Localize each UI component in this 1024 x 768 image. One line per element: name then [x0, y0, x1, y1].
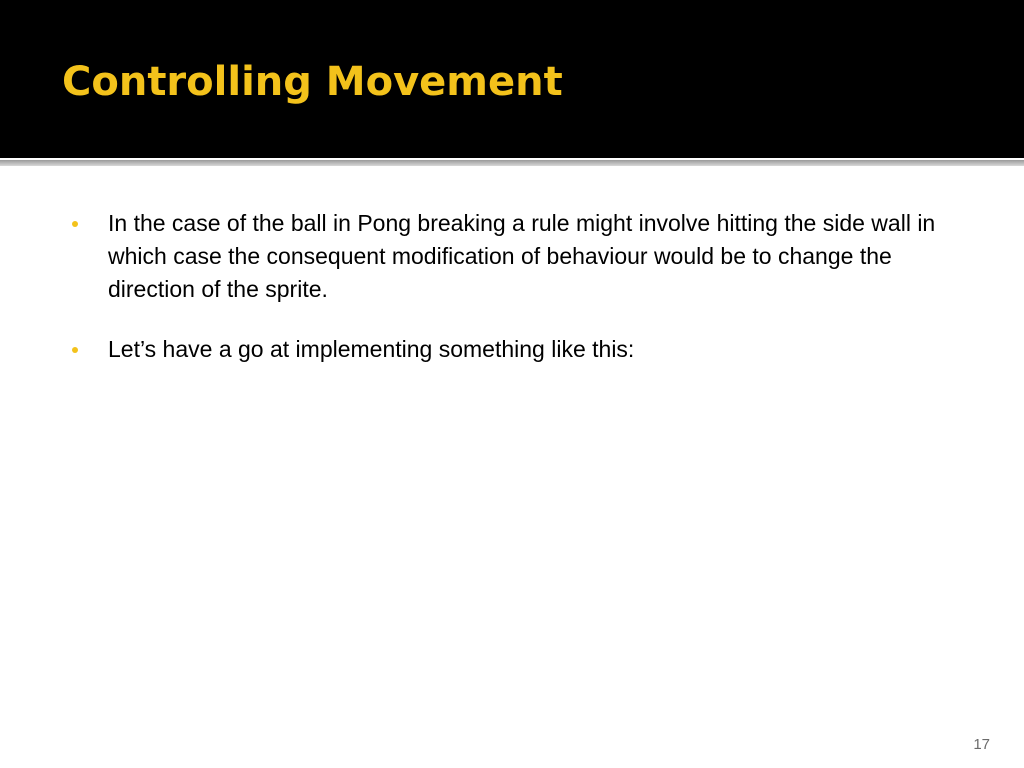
- slide-title: Controlling Movement: [62, 59, 563, 105]
- bullet-text: Let’s have a go at implementing something like this:: [108, 336, 635, 362]
- bullet-item: [72, 333, 972, 366]
- slide-number: 17: [973, 736, 990, 753]
- bullet-item: [72, 207, 972, 306]
- bullet-list: [72, 207, 972, 393]
- bullet-dot-icon: [72, 221, 78, 227]
- title-bar: [0, 0, 1024, 158]
- bullet-dot-icon: [72, 347, 78, 353]
- bullet-text: In the case of the ball in Pong breaking a rule might involve hitting the side wall in which case the consequent modification of behaviour would be to change the direction of the sprite.: [108, 210, 936, 302]
- title-divider: [0, 160, 1024, 166]
